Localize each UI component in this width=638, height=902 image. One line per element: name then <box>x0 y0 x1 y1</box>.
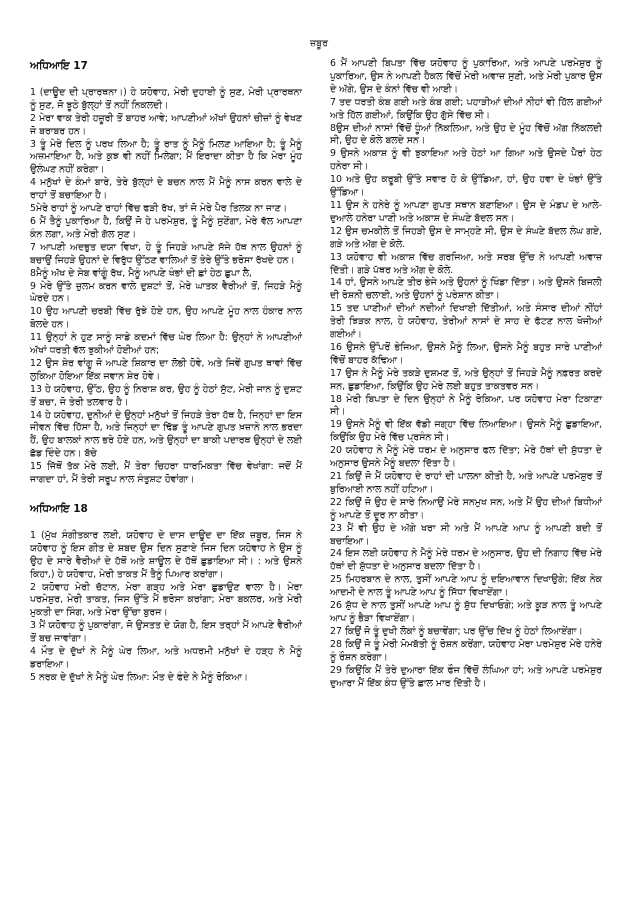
verse: 9 ਮੇਰੇ ਉੱਤੇ ਜ਼ੁਲਮ ਕਰਨ ਵਾਲੇ ਦੁਸ਼ਟਾਂ ਤੋਂ, ਮੇਰੇ ਘਾਤਕ ਵੈਰੀਆਂ ਤੋਂ, ਜਿਹੜੇ ਮੈਨੂੰ ਘੇਰਦੇ ਹਨ। <box>30 280 302 305</box>
verse: 12 ਉਸ ਚਮਕੀਲੇ ਤੋਂ ਜਿਹੜੀ ਉਸ ਦੇ ਸਾਮ੍ਹਣੇ ਸੀ, ਉਸ ਦੇ ਸੰਘਣੇ ਬੱਦਲ ਲੰਘ ਗਏ, ਗੜੇ ਅਤੇ ਅੱਗ ਦੇ ਕੋਲੇ. <box>330 225 602 250</box>
verse: 1 (ਮੁੱਖ ਸੰਗੀਤਕਾਰ ਲਈ, ਯਹੋਵਾਹ ਦੇ ਦਾਸ ਦਾਊਦ ਦਾ ਇੱਕ ਜ਼ਬੂਰ, ਜਿਸ ਨੇ ਯਹੋਵਾਹ ਨੂੰ ਇਸ ਗੀਤ ਦੇ ਸ਼ਬਦ ਉਸ ਦਿਨ ਸੁਣਾਏ ਜਿਸ ਦਿਨ ਯਹੋਵਾਹ ਨੇ ਉਸ ਨੂੰ ਉਹ ਦੇ ਸਾਰੇ ਵੈਰੀਆਂ ਦੇ ਹੱਥੋਂ ਅਤੇ ਸ਼ਾਊਲ ਦੇ ਹੱਥੋਂ ਛੁਡਾਇਆ ਸੀ। : ਅਤੇ ਉਸਨੇ ਕਿਹਾ,) ਹੇ ਯਹੋਵਾਹ, ਮੇਰੀ ਤਾਕਤ ਮੈਂ ਤੈਨੂੰ ਪਿਆਰ ਕਰਾਂਗਾ। <box>30 529 302 580</box>
verse: 15 ਤਦ ਪਾਣੀਆਂ ਦੀਆਂ ਨਦੀਆਂ ਦਿਖਾਈ ਦਿੱਤੀਆਂ, ਅਤੇ ਸੰਸਾਰ ਦੀਆਂ ਨੀਂਹਾਂ ਤੇਰੀ ਝਿੜਕ ਨਾਲ, ਹੇ ਯਹੋਵਾਹ, ਤੇਰੀਆਂ ਨਾਸਾਂ ਦੇ ਸਾਹ ਦੇ ਫੱਟਣ ਨਾਲ ਖੋਜੀਆਂ ਗਈਆਂ। <box>330 303 602 341</box>
verse: 3 ਤੂੰ ਮੇਰੇ ਦਿਲ ਨੂੰ ਪਰਖ ਲਿਆ ਹੈ; ਤੂੰ ਰਾਤ ਨੂੰ ਮੈਨੂੰ ਮਿਲਣ ਆਇਆ ਹੈ; ਤੂੰ ਮੈਨੂੰ ਅਜ਼ਮਾਇਆ ਹੈ, ਅਤੇ ਕੁਝ ਵੀ ਨਹੀਂ ਮਿਲੇਗਾ; ਮੈਂ ਇਰਾਦਾ ਕੀਤਾ ਹੈ ਕਿ ਮੇਰਾ ਮੂੰਹ ਉਲੰਘਣ ਨਹੀਂ ਕਰੇਗਾ। <box>30 138 302 176</box>
chapter-18-verses <box>30 530 302 685</box>
right-column <box>330 58 602 690</box>
verse: 18 ਮੇਰੀ ਬਿਪਤਾ ਦੇ ਦਿਨ ਉਨ੍ਹਾਂ ਨੇ ਮੈਨੂੰ ਰੋਕਿਆ, ਪਰ ਯਹੋਵਾਹ ਮੇਰਾ ਟਿਕਾਣਾ ਸੀ। <box>330 393 602 418</box>
verse: 10 ਉਹ ਆਪਣੀ ਚਰਬੀ ਵਿੱਚ ਰੁੱਝੇ ਹੋਏ ਹਨ, ਉਹ ਆਪਣੇ ਮੂੰਹ ਨਾਲ ਹੰਕਾਰ ਨਾਲ ਬੋਲਦੇ ਹਨ। <box>30 306 302 331</box>
verse: 17 ਉਸ ਨੇ ਮੈਨੂੰ ਮੇਰੇ ਤਕੜੇ ਦੁਸ਼ਮਣ ਤੋਂ, ਅਤੇ ਉਨ੍ਹਾਂ ਤੋਂ ਜਿਹੜੇ ਮੈਨੂੰ ਨਫ਼ਰਤ ਕਰਦੇ ਸਨ, ਛੁਡਾਇਆ, ਕਿਉਂਕਿ ਉਹ ਮੇਰੇ ਲਈ ਬਹੁਤ ਤਾਕਤਵਰ ਸਨ। <box>330 367 602 392</box>
verse: 14 ਹਾਂ, ਉਸਨੇ ਆਪਣੇ ਤੀਰ ਭੇਜੇ ਅਤੇ ਉਹਨਾਂ ਨੂੰ ਖਿੰਡਾ ਦਿੱਤਾ। ਅਤੇ ਉਸਨੇ ਬਿਜਲੀ ਦੀ ਰੋਸ਼ਨੀ ਚਲਾਈ, ਅਤੇ ਉਹਨਾਂ ਨੂੰ ਪਰੇਸ਼ਾਨ ਕੀਤਾ। <box>330 277 602 302</box>
verse: 19 ਉਸਨੇ ਮੈਨੂੰ ਵੀ ਇੱਕ ਵੱਡੀ ਜਗ੍ਹਾ ਵਿੱਚ ਲਿਆਇਆ। ਉਸਨੇ ਮੈਨੂੰ ਛੁਡਾਇਆ, ਕਿਉਂਕਿ ਉਹ ਮੇਰੇ ਵਿੱਚ ਪ੍ਰਸੰਨ ਸੀ। <box>330 419 602 444</box>
verse: 28 ਕਿਉਂ ਜੋ ਤੂੰ ਮੇਰੀ ਮੋਮਬੱਤੀ ਨੂੰ ਰੋਸ਼ਨ ਕਰੇਂਗਾ, ਯਹੋਵਾਹ ਮੇਰਾ ਪਰਮੇਸ਼ੁਰ ਮੇਰੇ ਹਨੇਰੇ ਨੂੰ ਰੌਸ਼ਨ ਕਰੇਗਾ। <box>330 638 602 663</box>
verse: 4 ਮੌਤ ਦੇ ਦੁੱਖਾਂ ਨੇ ਮੈਨੂੰ ਘੇਰ ਲਿਆ, ਅਤੇ ਅਧਰਮੀ ਮਨੁੱਖਾਂ ਦੇ ਹੜ੍ਹ ਨੇ ਮੈਨੂੰ ਡਰਾਇਆ। <box>30 646 302 670</box>
verse: 20 ਯਹੋਵਾਹ ਨੇ ਮੈਨੂੰ ਮੇਰੇ ਧਰਮ ਦੇ ਅਨੁਸਾਰ ਫਲ ਦਿੱਤਾ; ਮੇਰੇ ਹੱਥਾਂ ਦੀ ਸ਼ੁੱਧਤਾ ਦੇ ਅਨੁਸਾਰ ਉਸਨੇ ਮੈਨੂੰ ਬਦਲਾ ਦਿੱਤਾ ਹੈ। <box>330 445 602 470</box>
verse: 13 ਹੇ ਯਹੋਵਾਹ, ਉੱਠ, ਉਹ ਨੂੰ ਨਿਰਾਸ਼ ਕਰ, ਉਹ ਨੂੰ ਹੇਠਾਂ ਸੁੱਟ, ਮੇਰੀ ਜਾਨ ਨੂੰ ਦੁਸ਼ਟ ਤੋਂ ਬਚਾ, ਜੋ ਤੇਰੀ ਤਲਵਾਰ ਹੈ। <box>30 383 302 408</box>
verse: 26 ਸ਼ੁੱਧ ਦੇ ਨਾਲ ਤੁਸੀਂ ਆਪਣੇ ਆਪ ਨੂੰ ਸ਼ੁੱਧ ਦਿਖਾਓਗੇ; ਅਤੇ ਕੂੜ ਨਾਲ ਤੂੰ ਆਪਣੇ ਆਪ ਨੂੰ ਭੈੜਾ ਵਿਖਾਏਂਗਾ। <box>330 600 602 624</box>
verse: 10 ਅਤੇ ਉਹ ਕਰੂਬੀ ਉੱਤੇ ਸਵਾਰ ਹੋ ਕੇ ਉੱਡਿਆ, ਹਾਂ, ਉਹ ਹਵਾ ਦੇ ਖੰਭਾਂ ਉੱਤੇ ਉੱਡਿਆ। <box>330 174 602 199</box>
verse: 13 ਯਹੋਵਾਹ ਵੀ ਅਕਾਸ਼ ਵਿੱਚ ਗਰਜਿਆ, ਅਤੇ ਸਰਬ ਉੱਚ ਨੇ ਆਪਣੀ ਅਵਾਜ਼ ਦਿੱਤੀ। ਗੜੇ ਪੱਥਰ ਅਤੇ ਅੱਗ ਦੇ ਕੋਲੇ. <box>330 251 602 276</box>
verse: 4 ਮਨੁੱਖਾਂ ਦੇ ਕੰਮਾਂ ਬਾਰੇ, ਤੇਰੇ ਬੁੱਲ੍ਹਾਂ ਦੇ ਬਚਨ ਨਾਲ ਮੈਂ ਮੈਨੂੰ ਨਾਸ ਕਰਨ ਵਾਲੇ ਦੇ ਰਾਹਾਂ ਤੋਂ ਬਚਾਇਆ ਹੈ। <box>30 177 302 202</box>
verse: 3 ਮੈਂ ਯਹੋਵਾਹ ਨੂੰ ਪੁਕਾਰਾਂਗਾ, ਜੋ ਉਸਤਤ ਦੇ ਯੋਗ ਹੈ, ਇਸ ਤਰ੍ਹਾਂ ਮੈਂ ਆਪਣੇ ਵੈਰੀਆਂ ਤੋਂ ਬਚ ਜਾਵਾਂਗਾ। <box>30 620 302 645</box>
verse: 7 ਆਪਣੀ ਅਦਭੁਤ ਦਯਾ ਵਿਖਾ, ਹੇ ਤੂੰ ਜਿਹੜੇ ਆਪਣੇ ਸੱਜੇ ਹੱਥ ਨਾਲ ਉਹਨਾਂ ਨੂੰ ਬਚਾਉਂ ਜਿਹੜੇ ਉਹਨਾਂ ਦੇ ਵਿਰੁੱਧ ਉੱਠਣ ਵਾਲਿਆਂ ਤੋਂ ਤੇਰੇ ਉੱਤੇ ਭਰੋਸਾ ਰੱਖਦੇ ਹਨ। <box>30 241 302 266</box>
chapter-heading-18: ਅਧਿਆਇ 18 <box>30 503 88 515</box>
verse: 11 ਉਨ੍ਹਾਂ ਨੇ ਹੁਣ ਸਾਨੂੰ ਸਾਡੇ ਕਦਮਾਂ ਵਿੱਚ ਘੇਰ ਲਿਆ ਹੈ: ਉਨ੍ਹਾਂ ਨੇ ਆਪਣੀਆਂ ਅੱਖਾਂ ਧਰਤੀ ਵੱਲ ਝੁਕੀਆਂ ਹੋਈਆਂ ਹਨ; <box>30 332 302 357</box>
running-head: ਜ਼ਬੂਰ <box>309 38 328 49</box>
verse: 16 ਉਸਨੇ ਉੱਪਰੋਂ ਭੇਜਿਆ, ਉਸਨੇ ਮੈਨੂੰ ਲਿਆ, ਉਸਨੇ ਮੈਨੂੰ ਬਹੁਤ ਸਾਰੇ ਪਾਣੀਆਂ ਵਿੱਚੋਂ ਬਾਹਰ ਕੱਢਿਆ। <box>330 341 602 366</box>
verse: 27 ਕਿਉਂ ਜੋ ਤੂੰ ਦੁਖੀ ਲੋਕਾਂ ਨੂੰ ਬਚਾਵੇਂਗਾ; ਪਰ ਉੱਚ ਦਿੱਖ ਨੂੰ ਹੇਠਾਂ ਲਿਆਏਂਗਾ। <box>330 625 583 637</box>
verse: 12 ਉਸ ਸ਼ੇਰ ਵਾਂਗੂ ਜੋ ਆਪਣੇ ਸ਼ਿਕਾਰ ਦਾ ਲੋਭੀ ਹੋਵੇ, ਅਤੇ ਜਿਵੇਂ ਗੁਪਤ ਥਾਵਾਂ ਵਿੱਚ ਲੁਕਿਆ ਹੋਇਆ ਇੱਕ ਜਵਾਨ ਸ਼ੇਰ ਹੋਵੇ। <box>30 357 302 382</box>
chapter-heading-17: ਅਧਿਆਇ 17 <box>30 60 88 72</box>
verse: 22 ਕਿਉਂ ਜੋ ਉਹ ਦੇ ਸਾਰੇ ਨਿਆਉਂ ਮੇਰੇ ਸਨਮੁਖ ਸਨ, ਅਤੇ ਮੈਂ ਉਹ ਦੀਆਂ ਬਿਧੀਆਂ ਨੂੰ ਆਪਣੇ ਤੋਂ ਦੂਰ ਨਾ ਕੀਤਾ। <box>330 496 602 521</box>
verse: 7 ਤਦ ਧਰਤੀ ਕੰਬ ਗਈ ਅਤੇ ਕੰਬ ਗਈ; ਪਹਾੜੀਆਂ ਦੀਆਂ ਨੀਹਾਂ ਵੀ ਹਿੱਲ ਗਈਆਂ ਅਤੇ ਹਿੱਲ ਗਈਆਂ, ਕਿਉਂਕਿ ਉਹ ਗੁੱਸੇ ਵਿੱਚ ਸੀ। <box>330 96 602 121</box>
verse: 5ਮੇਰੇ ਰਾਹਾਂ ਨੂੰ ਆਪਣੇ ਰਾਹਾਂ ਵਿੱਚ ਫੜੀ ਰੱਖ, ਤਾਂ ਜੋ ਮੇਰੇ ਪੈਰ ਤਿਲਕ ਨਾ ਜਾਣ। <box>30 203 288 215</box>
left-column <box>30 58 302 685</box>
verse: 24 ਇਸ ਲਈ ਯਹੋਵਾਹ ਨੇ ਮੈਨੂੰ ਮੇਰੇ ਧਰਮ ਦੇ ਅਨੁਸਾਰ, ਉਹ ਦੀ ਨਿਗਾਹ ਵਿੱਚ ਮੇਰੇ ਹੱਥਾਂ ਦੀ ਸ਼ੁੱਧਤਾ ਦੇ ਅਨੁਸਾਰ ਬਦਲਾ ਦਿੱਤਾ ਹੈ। <box>330 548 602 573</box>
verse: 8ਮੈਨੂੰ ਅੱਖ ਦੇ ਸੇਬ ਵਾਂਗੂੰ ਰੱਖ, ਮੈਨੂੰ ਆਪਣੇ ਖੰਭਾਂ ਦੀ ਛਾਂ ਹੇਠ ਛੁਪਾ ਲੈ, <box>30 267 252 279</box>
verse: 8ਉਸ ਦੀਆਂ ਨਾਸਾਂ ਵਿੱਚੋਂ ਧੂੰਆਂ ਨਿੱਕਲਿਆ, ਅਤੇ ਉਹ ਦੇ ਮੂੰਹ ਵਿੱਚੋਂ ਅੱਗ ਨਿੱਕਲਦੀ ਸੀ, ਉਹ ਦੇ ਕੋਲੇ ਬਲਦੇ ਸਨ। <box>330 122 602 147</box>
verse: 23 ਮੈਂ ਵੀ ਉਹ ਦੇ ਅੱਗੇ ਖਰਾ ਸੀ ਅਤੇ ਮੈਂ ਆਪਣੇ ਆਪ ਨੂੰ ਆਪਣੀ ਬਦੀ ਤੋਂ ਬਚਾਇਆ। <box>330 522 602 547</box>
verse: 15 ਜਿੱਥੋਂ ਤੱਕ ਮੇਰੇ ਲਈ, ਮੈਂ ਤੇਰਾ ਚਿਹਰਾ ਧਾਰਮਿਕਤਾ ਵਿੱਚ ਵੇਖਾਂਗਾ: ਜਦੋਂ ਮੈਂ ਜਾਗਦਾ ਹਾਂ, ਮੈਂ ਤੇਰੀ ਸਰੂਪ ਨਾਲ ਸੰਤੁਸ਼ਟ ਹੋਵਾਂਗਾ। <box>30 461 302 486</box>
verse: 2 ਯਹੋਵਾਹ ਮੇਰੀ ਚੱਟਾਨ, ਮੇਰਾ ਗੜ੍ਹ ਅਤੇ ਮੇਰਾ ਛੁਡਾਉਣ ਵਾਲਾ ਹੈ। ਮੇਰਾ ਪਰਮੇਸ਼ੁਰ, ਮੇਰੀ ਤਾਕਤ, ਜਿਸ ਉੱਤੇ ਮੈਂ ਭਰੋਸਾ ਕਰਾਂਗਾ; ਮੇਰਾ ਬਕਲਰ, ਅਤੇ ਮੇਰੀ ਮੁਕਤੀ ਦਾ ਸਿੰਗ, ਅਤੇ ਮੇਰਾ ਉੱਚਾ ਬੁਰਜ। <box>30 581 302 619</box>
verse: 29 ਕਿਉਂਕਿ ਮੈਂ ਤੇਰੇ ਦੁਆਰਾ ਇੱਕ ਫੌਜ ਵਿੱਚੋਂ ਲੰਘਿਆ ਹਾਂ; ਅਤੇ ਆਪਣੇ ਪਰਮੇਸ਼ੁਰ ਦੁਆਰਾ ਮੈਂ ਇੱਕ ਕੰਧ ਉੱਤੇ ਛਾਲ ਮਾਰ ਦਿੱਤੀ ਹੈ। <box>330 664 602 689</box>
verse: 2 ਮੇਰਾ ਵਾਕ ਤੇਰੀ ਹਜ਼ੂਰੀ ਤੋਂ ਬਾਹਰ ਆਵੇ; ਆਪਣੀਆਂ ਅੱਖਾਂ ਉਹਨਾਂ ਚੀਜ਼ਾਂ ਨੂੰ ਵੇਖਣ ਜੋ ਬਰਾਬਰ ਹਨ। <box>30 112 302 137</box>
verse: 5 ਨਰਕ ਦੇ ਦੁੱਖਾਂ ਨੇ ਮੈਨੂੰ ਘੇਰ ਲਿਆ: ਮੌਤ ਦੇ ਫੰਦੇ ਨੇ ਮੈਨੂੰ ਰੋਕਿਆ। <box>30 671 248 683</box>
verse: 25 ਮਿਹਰਬਾਨ ਦੇ ਨਾਲ, ਤੁਸੀਂ ਆਪਣੇ ਆਪ ਨੂੰ ਦਇਆਵਾਨ ਦਿਖਾਉਗੇ; ਇੱਕ ਨੇਕ ਆਦਮੀ ਦੇ ਨਾਲ ਤੂੰ ਆਪਣੇ ਆਪ ਨੂੰ ਸਿੱਧਾ ਵਿਖਾਏਂਗਾ। <box>330 574 602 599</box>
verse: 9 ਉਸਨੇ ਅਕਾਸ਼ ਨੂੰ ਵੀ ਝੁਕਾਇਆ ਅਤੇ ਹੇਠਾਂ ਆ ਗਿਆ ਅਤੇ ਉਸਦੇ ਪੈਰਾਂ ਹੇਠ ਹਨੇਰਾ ਸੀ। <box>330 148 602 173</box>
verse: 6 ਮੈਂ ਤੈਨੂੰ ਪੁਕਾਰਿਆ ਹੈ, ਕਿਉਂ ਜੋ ਹੇ ਪਰਮੇਸ਼ੁਰ, ਤੂੰ ਮੈਨੂੰ ਸੁਣੇਂਗਾ, ਮੇਰੇ ਵੱਲ ਆਪਣਾ ਕੰਨ ਲਗਾ, ਅਤੇ ਮੇਰੀ ਗੱਲ ਸੁਣ। <box>30 215 302 240</box>
verse: 6 ਮੈਂ ਆਪਣੀ ਬਿਪਤਾ ਵਿੱਚ ਯਹੋਵਾਹ ਨੂੰ ਪੁਕਾਰਿਆ, ਅਤੇ ਆਪਣੇ ਪਰਮੇਸ਼ੁਰ ਨੂੰ ਪੁਕਾਰਿਆ, ਉਸ ਨੇ ਆਪਣੀ ਹੈਕਲ ਵਿੱਚੋਂ ਮੇਰੀ ਅਵਾਜ਼ ਸੁਣੀ, ਅਤੇ ਮੇਰੀ ਪੁਕਾਰ ਉਸ ਦੇ ਅੱਗੇ, ਉਸ ਦੇ ਕੰਨਾਂ ਵਿੱਚ ਵੀ ਆਈ। <box>330 58 602 95</box>
chapter-17-verses <box>30 87 302 487</box>
verse: 11 ਉਸ ਨੇ ਹਨੇਰੇ ਨੂੰ ਆਪਣਾ ਗੁਪਤ ਸਥਾਨ ਬਣਾਇਆ। ਉਸ ਦੇ ਮੰਡਪ ਦੇ ਆਲੇ-ਦੁਆਲੇ ਹਨੇਰਾ ਪਾਣੀ ਅਤੇ ਅਕਾਸ਼ ਦੇ ਸੰਘਣੇ ਬੱਦਲ ਸਨ। <box>330 199 602 224</box>
verse: 1 (ਦਾਊਦ ਦੀ ਪ੍ਰਾਰਥਨਾ।) ਹੇ ਯਹੋਵਾਹ, ਮੇਰੀ ਦੁਹਾਈ ਨੂੰ ਸੁਣ, ਮੇਰੀ ਪ੍ਰਾਰਥਨਾ ਨੂੰ ਸੁਣ, ਜੋ ਝੂਠੇ ਬੁੱਲ੍ਹਾਂ ਤੋਂ ਨਹੀਂ ਨਿਕਲਦੀ। <box>30 86 302 111</box>
verse: 21 ਕਿਉਂ ਜੋ ਮੈਂ ਯਹੋਵਾਹ ਦੇ ਰਾਹਾਂ ਦੀ ਪਾਲਨਾ ਕੀਤੀ ਹੈ, ਅਤੇ ਆਪਣੇ ਪਰਮੇਸ਼ੁਰ ਤੋਂ ਬੁਰਿਆਈ ਨਾਲ ਨਹੀਂ ਹਟਿਆ। <box>330 471 602 495</box>
verse: 14 ਹੇ ਯਹੋਵਾਹ, ਦੁਨੀਆਂ ਦੇ ਉਨ੍ਹਾਂ ਮਨੁੱਖਾਂ ਤੋਂ ਜਿਹੜੇ ਤੇਰਾ ਹੱਥ ਹੈ, ਜਿਨ੍ਹਾਂ ਦਾ ਇਸ ਜੀਵਨ ਵਿੱਚ ਹਿੱਸਾ ਹੈ, ਅਤੇ ਜਿਨ੍ਹਾਂ ਦਾ ਢਿੱਡ ਤੂੰ ਆਪਣੇ ਗੁਪਤ ਖ਼ਜ਼ਾਨੇ ਨਾਲ ਭਰਦਾ ਹੈਂ, ਉਹ ਬਾਲਕਾਂ ਨਾਲ ਭਰੇ ਹੋਏ ਹਨ, ਅਤੇ ਉਨ੍ਹਾਂ ਦਾ ਬਾਕੀ ਪਦਾਰਥ ਉਨ੍ਹਾਂ ਦੇ ਲਈ ਛੱਡ ਦਿੰਦੇ ਹਨ। ਬੱਚੇ <box>30 409 302 460</box>
